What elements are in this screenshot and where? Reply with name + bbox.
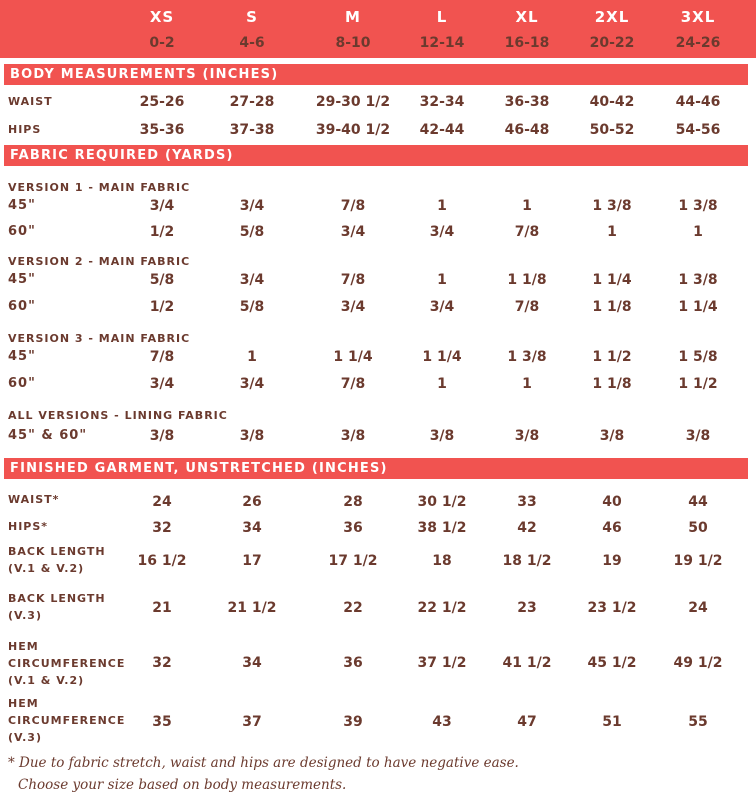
body-hips-value-2xl: 50-52 <box>589 122 635 138</box>
finished-value-2xl: 19 <box>602 553 622 569</box>
fabric-v3-value-l: 1 <box>437 376 447 392</box>
table-row <box>0 652 756 674</box>
fabric-v1-value-l: 1 <box>437 198 447 214</box>
section-title-fabric-required: FABRIC REQUIRED (YARDS) <box>4 145 748 166</box>
fabric-group-heading: VERSION 1 - MAIN FABRIC <box>8 181 191 194</box>
size-label-m: M <box>345 8 361 26</box>
finished-value-l: 30 1/2 <box>417 494 467 510</box>
table-row <box>0 711 756 733</box>
finished-value-m: 22 <box>343 600 363 616</box>
finished-value-xs: 24 <box>152 494 172 510</box>
finished-value-xs: 32 <box>152 655 172 671</box>
fabric-v3-value-2xl: 1 1/2 <box>592 349 632 365</box>
finished-value-s: 17 <box>242 553 262 569</box>
finished-value-s: 26 <box>242 494 262 510</box>
fabric-width-label: 45" <box>8 198 36 213</box>
size-range-xl: 16-18 <box>504 35 550 51</box>
fabric-v4-value-l: 3/8 <box>429 428 455 444</box>
table-row <box>0 517 756 539</box>
finished-value-3xl: 19 1/2 <box>673 553 723 569</box>
finished-value-m: 36 <box>343 520 363 536</box>
size-label-s: S <box>246 8 258 26</box>
fabric-v2-value-xs: 1/2 <box>149 299 175 315</box>
fabric-v3-value-l: 1 1/4 <box>422 349 462 365</box>
fabric-v3-value-s: 3/4 <box>239 376 265 392</box>
body-waist-value-l: 32-34 <box>419 94 465 110</box>
body-hips-value-l: 42-44 <box>419 122 465 138</box>
body-hips-value-3xl: 54-56 <box>675 122 721 138</box>
finished-value-2xl: 46 <box>602 520 622 536</box>
table-row <box>0 221 756 243</box>
finished-label: BACK LENGTH (V.3) <box>8 592 106 622</box>
fabric-v1-value-xl: 7/8 <box>514 224 540 240</box>
body-hips-value-s: 37-38 <box>229 122 275 138</box>
size-header <box>0 0 756 58</box>
fabric-v1-value-m: 3/4 <box>340 224 366 240</box>
fabric-v1-value-s: 5/8 <box>239 224 265 240</box>
table-row <box>0 91 756 113</box>
size-range-2xl: 20-22 <box>589 35 635 51</box>
fabric-v2-value-m: 7/8 <box>340 272 366 288</box>
fabric-group-heading: VERSION 2 - MAIN FABRIC <box>8 255 191 268</box>
fabric-v2-value-m: 3/4 <box>340 299 366 315</box>
section-title-finished-garment: FINISHED GARMENT, UNSTRETCHED (INCHES) <box>4 458 748 479</box>
table-row <box>0 346 756 368</box>
finished-label: HEM CIRCUMFERENCE (V.1 & V.2) <box>8 640 126 687</box>
fabric-v2-value-l: 3/4 <box>429 299 455 315</box>
size-range-m: 8-10 <box>335 35 371 51</box>
size-range-3xl: 24-26 <box>675 35 721 51</box>
fabric-v3-value-xs: 7/8 <box>149 349 175 365</box>
fabric-v2-value-s: 5/8 <box>239 299 265 315</box>
finished-value-3xl: 50 <box>688 520 708 536</box>
body-hips-value-xl: 46-48 <box>504 122 550 138</box>
fabric-v1-value-3xl: 1 3/8 <box>678 198 718 214</box>
fabric-width-label: 45" <box>8 272 36 287</box>
fabric-v2-value-l: 1 <box>437 272 447 288</box>
finished-value-xl: 47 <box>517 714 537 730</box>
finished-value-m: 36 <box>343 655 363 671</box>
body-waist-value-xs: 25-26 <box>139 94 185 110</box>
fabric-v1-value-xs: 3/4 <box>149 198 175 214</box>
size-range-l: 12-14 <box>419 35 465 51</box>
fabric-v2-value-2xl: 1 1/4 <box>592 272 632 288</box>
table-row <box>0 269 756 291</box>
fabric-v3-value-s: 1 <box>247 349 257 365</box>
fabric-group-heading: ALL VERSIONS - LINING FABRIC <box>8 409 228 422</box>
fabric-v2-value-s: 3/4 <box>239 272 265 288</box>
fabric-v4-value-xl: 3/8 <box>514 428 540 444</box>
finished-value-2xl: 40 <box>602 494 622 510</box>
finished-label: HIPS* <box>8 520 49 533</box>
table-row <box>0 550 756 572</box>
body-waist-value-xl: 36-38 <box>504 94 550 110</box>
fabric-v3-value-m: 1 1/4 <box>333 349 373 365</box>
fabric-width-label: 60" <box>8 299 36 314</box>
footnote-line-1: * Due to fabric stretch, waist and hips are designed to have negative ease. <box>8 755 519 771</box>
fabric-v1-value-xl: 1 <box>522 198 532 214</box>
finished-value-m: 39 <box>343 714 363 730</box>
finished-value-xs: 21 <box>152 600 172 616</box>
finished-label: WAIST* <box>8 493 60 506</box>
fabric-v2-value-xl: 7/8 <box>514 299 540 315</box>
size-label-l: L <box>436 8 448 26</box>
finished-value-3xl: 49 1/2 <box>673 655 723 671</box>
fabric-v3-value-3xl: 1 1/2 <box>678 376 718 392</box>
finished-value-s: 34 <box>242 520 262 536</box>
size-label-xl: XL <box>515 8 539 26</box>
fabric-v2-value-xl: 1 1/8 <box>507 272 547 288</box>
finished-value-l: 18 <box>432 553 452 569</box>
size-label-xs: XS <box>149 8 175 26</box>
finished-value-xl: 41 1/2 <box>502 655 552 671</box>
body-waist-value-s: 27-28 <box>229 94 275 110</box>
fabric-v4-value-s: 3/8 <box>239 428 265 444</box>
finished-value-m: 28 <box>343 494 363 510</box>
fabric-group-heading: VERSION 3 - MAIN FABRIC <box>8 332 191 345</box>
finished-value-xs: 16 1/2 <box>137 553 187 569</box>
table-row <box>0 373 756 395</box>
footnote-line-2: Choose your size based on body measurements. <box>18 777 347 793</box>
size-range-s: 4-6 <box>239 35 265 51</box>
finished-value-3xl: 44 <box>688 494 708 510</box>
finished-value-s: 21 1/2 <box>227 600 277 616</box>
table-row <box>0 597 756 619</box>
fabric-v1-value-2xl: 1 3/8 <box>592 198 632 214</box>
section-title-body-measurements: BODY MEASUREMENTS (INCHES) <box>4 64 748 85</box>
size-range-xs: 0-2 <box>149 35 175 51</box>
size-label-2xl: 2XL <box>594 8 630 26</box>
finished-label: BACK LENGTH (V.1 & V.2) <box>8 545 106 575</box>
fabric-v2-value-3xl: 1 1/4 <box>678 299 718 315</box>
table-row <box>0 195 756 217</box>
finished-value-2xl: 23 1/2 <box>587 600 637 616</box>
finished-value-2xl: 51 <box>602 714 622 730</box>
fabric-v1-value-xs: 1/2 <box>149 224 175 240</box>
finished-value-xl: 23 <box>517 600 537 616</box>
row-label-hips: HIPS <box>8 123 42 136</box>
fabric-v1-value-s: 3/4 <box>239 198 265 214</box>
fabric-v4-value-2xl: 3/8 <box>599 428 625 444</box>
fabric-v4-value-3xl: 3/8 <box>685 428 711 444</box>
fabric-width-label: 45" & 60" <box>8 428 88 443</box>
size-label-3xl: 3XL <box>680 8 716 26</box>
fabric-v2-value-3xl: 1 3/8 <box>678 272 718 288</box>
finished-value-l: 43 <box>432 714 452 730</box>
fabric-v3-value-m: 7/8 <box>340 376 366 392</box>
finished-value-xs: 32 <box>152 520 172 536</box>
fabric-v1-value-l: 3/4 <box>429 224 455 240</box>
finished-value-3xl: 55 <box>688 714 708 730</box>
finished-value-xs: 35 <box>152 714 172 730</box>
finished-value-m: 17 1/2 <box>328 553 378 569</box>
fabric-v2-value-xs: 5/8 <box>149 272 175 288</box>
finished-value-l: 38 1/2 <box>417 520 467 536</box>
finished-value-s: 37 <box>242 714 262 730</box>
fabric-v1-value-3xl: 1 <box>693 224 703 240</box>
body-waist-value-2xl: 40-42 <box>589 94 635 110</box>
fabric-width-label: 45" <box>8 349 36 364</box>
finished-value-xl: 42 <box>517 520 537 536</box>
fabric-v3-value-xs: 3/4 <box>149 376 175 392</box>
fabric-v2-value-2xl: 1 1/8 <box>592 299 632 315</box>
fabric-v3-value-xl: 1 3/8 <box>507 349 547 365</box>
fabric-width-label: 60" <box>8 224 36 239</box>
fabric-width-label: 60" <box>8 376 36 391</box>
fabric-v3-value-2xl: 1 1/8 <box>592 376 632 392</box>
finished-value-xl: 33 <box>517 494 537 510</box>
body-hips-value-m: 39-40 1/2 <box>315 122 391 138</box>
table-row <box>0 491 756 513</box>
fabric-v4-value-m: 3/8 <box>340 428 366 444</box>
finished-value-3xl: 24 <box>688 600 708 616</box>
row-label-waist: WAIST <box>8 95 53 108</box>
fabric-v1-value-m: 7/8 <box>340 198 366 214</box>
body-waist-value-m: 29-30 1/2 <box>315 94 391 110</box>
finished-label: HEM CIRCUMFERENCE (V.3) <box>8 697 126 744</box>
finished-value-l: 22 1/2 <box>417 600 467 616</box>
finished-value-l: 37 1/2 <box>417 655 467 671</box>
finished-value-2xl: 45 1/2 <box>587 655 637 671</box>
fabric-v3-value-xl: 1 <box>522 376 532 392</box>
table-row <box>0 425 756 447</box>
table-row <box>0 119 756 141</box>
footnote <box>8 752 748 796</box>
fabric-v4-value-xs: 3/8 <box>149 428 175 444</box>
fabric-v1-value-2xl: 1 <box>607 224 617 240</box>
table-row <box>0 296 756 318</box>
fabric-v3-value-3xl: 1 5/8 <box>678 349 718 365</box>
finished-value-xl: 18 1/2 <box>502 553 552 569</box>
body-hips-value-xs: 35-36 <box>139 122 185 138</box>
body-waist-value-3xl: 44-46 <box>675 94 721 110</box>
finished-value-s: 34 <box>242 655 262 671</box>
